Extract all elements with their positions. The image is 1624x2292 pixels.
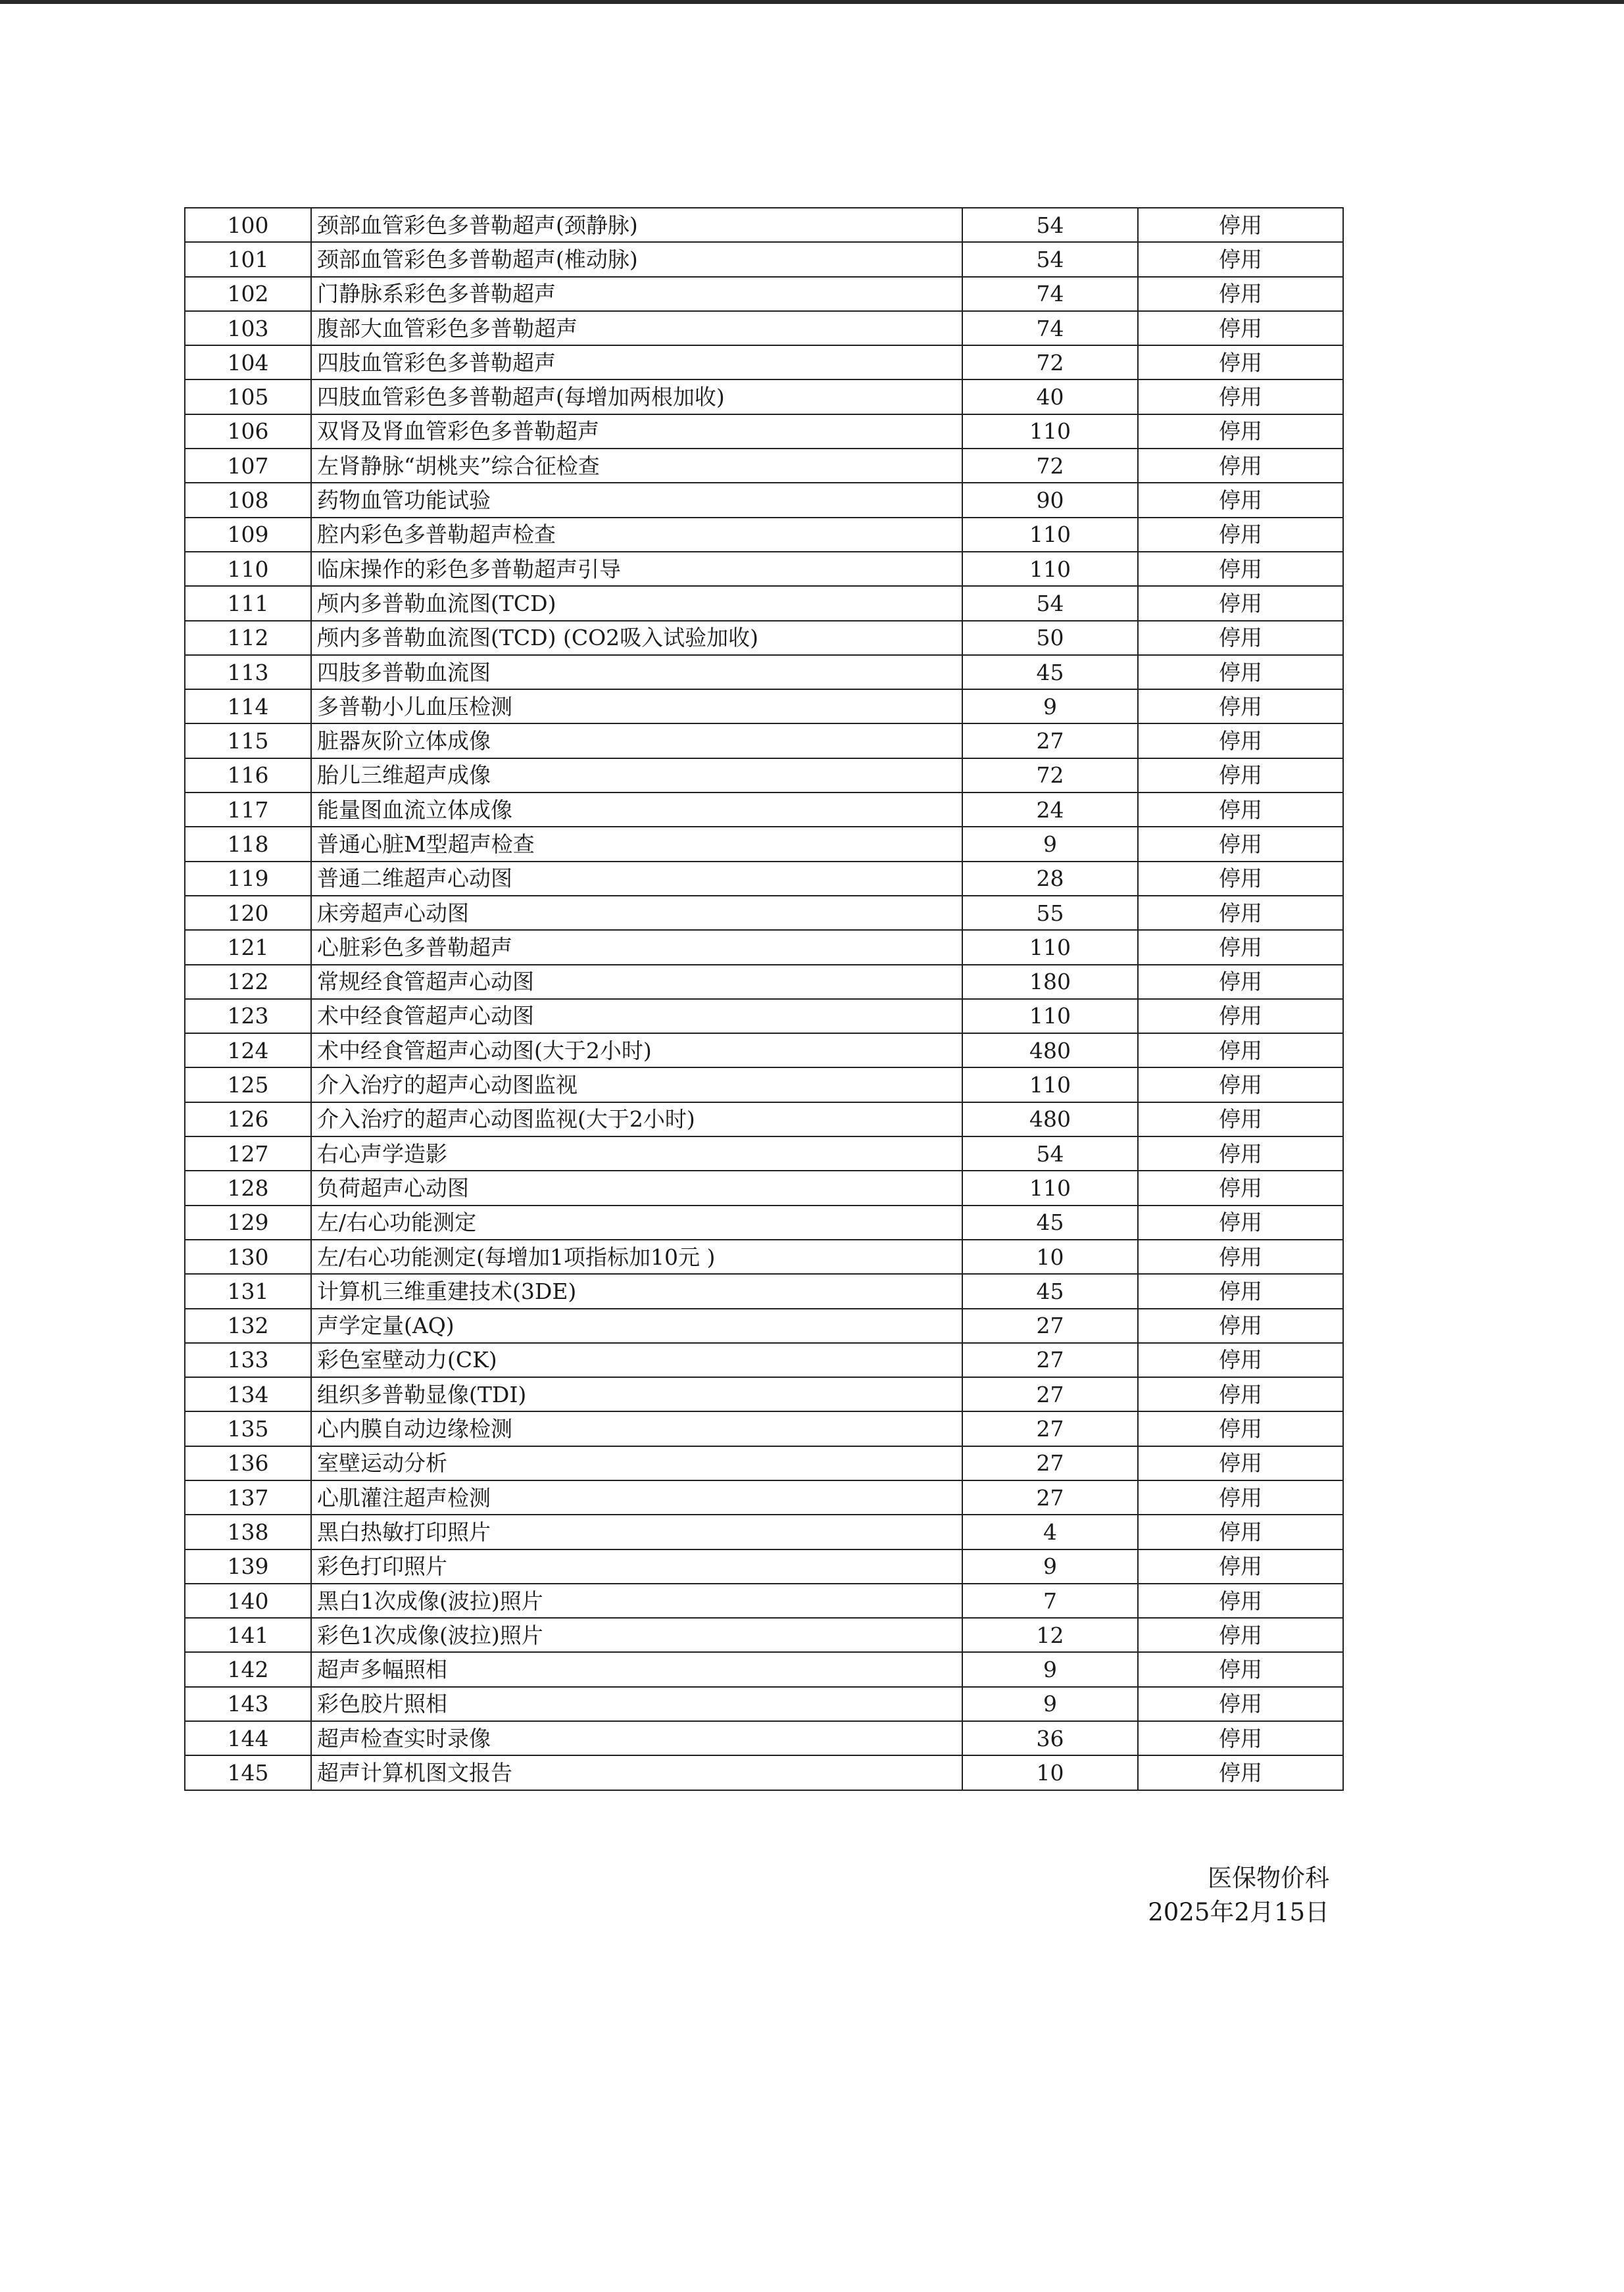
item-name: 临床操作的彩色多普勒超声引导 bbox=[311, 552, 962, 586]
item-name: 脏器灰阶立体成像 bbox=[311, 723, 962, 758]
item-status: 停用 bbox=[1138, 999, 1343, 1033]
item-price: 40 bbox=[962, 379, 1138, 414]
item-price: 9 bbox=[962, 827, 1138, 861]
row-number: 113 bbox=[185, 655, 311, 689]
table-row bbox=[185, 483, 1343, 517]
item-status: 停用 bbox=[1138, 792, 1343, 827]
row-number: 103 bbox=[185, 311, 311, 345]
item-name: 黑白热敏打印照片 bbox=[311, 1515, 962, 1549]
table-row bbox=[185, 1136, 1343, 1171]
item-price: 50 bbox=[962, 621, 1138, 655]
item-name: 介入治疗的超声心动图监视 bbox=[311, 1067, 962, 1102]
table-row bbox=[185, 1721, 1343, 1755]
item-status: 停用 bbox=[1138, 242, 1343, 276]
item-status: 停用 bbox=[1138, 277, 1343, 311]
item-price: 9 bbox=[962, 1652, 1138, 1686]
row-number: 122 bbox=[185, 965, 311, 999]
item-price: 54 bbox=[962, 242, 1138, 276]
item-price: 180 bbox=[962, 965, 1138, 999]
item-price: 55 bbox=[962, 896, 1138, 930]
row-number: 136 bbox=[185, 1446, 311, 1480]
table-row bbox=[185, 758, 1343, 792]
row-number: 128 bbox=[185, 1171, 311, 1205]
table-row bbox=[185, 965, 1343, 999]
row-number: 126 bbox=[185, 1102, 311, 1136]
item-name: 心脏彩色多普勒超声 bbox=[311, 930, 962, 964]
item-price: 27 bbox=[962, 1309, 1138, 1343]
table-row bbox=[185, 208, 1343, 242]
item-price: 110 bbox=[962, 518, 1138, 552]
row-number: 145 bbox=[185, 1755, 311, 1790]
item-price: 27 bbox=[962, 723, 1138, 758]
item-status: 停用 bbox=[1138, 1446, 1343, 1480]
item-price: 7 bbox=[962, 1584, 1138, 1618]
row-number: 111 bbox=[185, 586, 311, 620]
item-price: 9 bbox=[962, 1687, 1138, 1721]
table-row bbox=[185, 1343, 1343, 1377]
item-status: 停用 bbox=[1138, 311, 1343, 345]
table-row bbox=[185, 1206, 1343, 1240]
item-name: 负荷超声心动图 bbox=[311, 1171, 962, 1205]
item-price: 45 bbox=[962, 1206, 1138, 1240]
signature-block bbox=[1148, 1861, 1329, 1930]
item-name: 组织多普勒显像(TDI) bbox=[311, 1377, 962, 1411]
table-row bbox=[185, 518, 1343, 552]
table-row bbox=[185, 552, 1343, 586]
table-row bbox=[185, 1446, 1343, 1480]
row-number: 119 bbox=[185, 862, 311, 896]
table-row bbox=[185, 379, 1343, 414]
table-row bbox=[185, 1652, 1343, 1686]
item-name: 腹部大血管彩色多普勒超声 bbox=[311, 311, 962, 345]
item-price: 54 bbox=[962, 586, 1138, 620]
item-status: 停用 bbox=[1138, 1343, 1343, 1377]
table-row bbox=[185, 1584, 1343, 1618]
item-name: 计算机三维重建技术(3DE) bbox=[311, 1274, 962, 1308]
item-status: 停用 bbox=[1138, 1102, 1343, 1136]
item-price: 27 bbox=[962, 1377, 1138, 1411]
item-name: 彩色1次成像(波拉)照片 bbox=[311, 1618, 962, 1652]
table-row bbox=[185, 1102, 1343, 1136]
row-number: 107 bbox=[185, 449, 311, 483]
table-row bbox=[185, 1067, 1343, 1102]
row-number: 121 bbox=[185, 930, 311, 964]
row-number: 134 bbox=[185, 1377, 311, 1411]
item-price: 110 bbox=[962, 999, 1138, 1033]
table-row bbox=[185, 1618, 1343, 1652]
table-row bbox=[185, 792, 1343, 827]
item-status: 停用 bbox=[1138, 723, 1343, 758]
item-name: 室壁运动分析 bbox=[311, 1446, 962, 1480]
item-price: 10 bbox=[962, 1755, 1138, 1790]
row-number: 125 bbox=[185, 1067, 311, 1102]
item-name: 腔内彩色多普勒超声检查 bbox=[311, 518, 962, 552]
item-price: 27 bbox=[962, 1480, 1138, 1515]
item-price: 72 bbox=[962, 758, 1138, 792]
item-status: 停用 bbox=[1138, 655, 1343, 689]
item-status: 停用 bbox=[1138, 552, 1343, 586]
table-row bbox=[185, 1480, 1343, 1515]
item-price: 24 bbox=[962, 792, 1138, 827]
item-price: 90 bbox=[962, 483, 1138, 517]
item-status: 停用 bbox=[1138, 1652, 1343, 1686]
row-number: 143 bbox=[185, 1687, 311, 1721]
item-price: 36 bbox=[962, 1721, 1138, 1755]
item-status: 停用 bbox=[1138, 896, 1343, 930]
item-status: 停用 bbox=[1138, 965, 1343, 999]
item-name: 药物血管功能试验 bbox=[311, 483, 962, 517]
table-row bbox=[185, 1309, 1343, 1343]
item-status: 停用 bbox=[1138, 930, 1343, 964]
row-number: 124 bbox=[185, 1033, 311, 1067]
item-name: 超声检查实时录像 bbox=[311, 1721, 962, 1755]
table-row bbox=[185, 827, 1343, 861]
item-price: 110 bbox=[962, 414, 1138, 449]
table-row bbox=[185, 1687, 1343, 1721]
item-price: 480 bbox=[962, 1102, 1138, 1136]
table-row bbox=[185, 621, 1343, 655]
table-row bbox=[185, 930, 1343, 964]
item-status: 停用 bbox=[1138, 689, 1343, 723]
item-status: 停用 bbox=[1138, 1033, 1343, 1067]
item-status: 停用 bbox=[1138, 1687, 1343, 1721]
item-name: 床旁超声心动图 bbox=[311, 896, 962, 930]
item-name: 超声多幅照相 bbox=[311, 1652, 962, 1686]
item-name: 门静脉系彩色多普勒超声 bbox=[311, 277, 962, 311]
item-name: 心内膜自动边缘检测 bbox=[311, 1411, 962, 1446]
item-price: 110 bbox=[962, 1171, 1138, 1205]
row-number: 142 bbox=[185, 1652, 311, 1686]
item-status: 停用 bbox=[1138, 483, 1343, 517]
item-name: 左/右心功能测定 bbox=[311, 1206, 962, 1240]
table-row bbox=[185, 999, 1343, 1033]
item-status: 停用 bbox=[1138, 1549, 1343, 1584]
item-name: 常规经食管超声心动图 bbox=[311, 965, 962, 999]
row-number: 116 bbox=[185, 758, 311, 792]
row-number: 123 bbox=[185, 999, 311, 1033]
item-status: 停用 bbox=[1138, 1067, 1343, 1102]
item-status: 停用 bbox=[1138, 1515, 1343, 1549]
item-name: 术中经食管超声心动图(大于2小时) bbox=[311, 1033, 962, 1067]
item-name: 彩色室壁动力(CK) bbox=[311, 1343, 962, 1377]
table-row bbox=[185, 1515, 1343, 1549]
table-row bbox=[185, 862, 1343, 896]
row-number: 144 bbox=[185, 1721, 311, 1755]
price-table bbox=[184, 207, 1344, 1791]
item-price: 10 bbox=[962, 1240, 1138, 1274]
table-row bbox=[185, 1549, 1343, 1584]
scan-top-edge bbox=[0, 0, 1624, 4]
row-number: 127 bbox=[185, 1136, 311, 1171]
item-status: 停用 bbox=[1138, 449, 1343, 483]
item-price: 54 bbox=[962, 208, 1138, 242]
item-status: 停用 bbox=[1138, 621, 1343, 655]
item-name: 黑白1次成像(波拉)照片 bbox=[311, 1584, 962, 1618]
item-price: 110 bbox=[962, 1067, 1138, 1102]
row-number: 120 bbox=[185, 896, 311, 930]
item-name: 术中经食管超声心动图 bbox=[311, 999, 962, 1033]
table-row bbox=[185, 1171, 1343, 1205]
item-status: 停用 bbox=[1138, 345, 1343, 379]
item-status: 停用 bbox=[1138, 1240, 1343, 1274]
item-price: 4 bbox=[962, 1515, 1138, 1549]
row-number: 140 bbox=[185, 1584, 311, 1618]
item-name: 颅内多普勒血流图(TCD) (CO2吸入试验加收) bbox=[311, 621, 962, 655]
row-number: 141 bbox=[185, 1618, 311, 1652]
item-status: 停用 bbox=[1138, 208, 1343, 242]
item-status: 停用 bbox=[1138, 1309, 1343, 1343]
item-price: 45 bbox=[962, 1274, 1138, 1308]
department-name: 医保物价科 bbox=[1208, 1864, 1329, 1892]
item-status: 停用 bbox=[1138, 862, 1343, 896]
row-number: 115 bbox=[185, 723, 311, 758]
row-number: 137 bbox=[185, 1480, 311, 1515]
table-row bbox=[185, 311, 1343, 345]
table-row bbox=[185, 655, 1343, 689]
table-row bbox=[185, 414, 1343, 449]
item-name: 四肢血管彩色多普勒超声 bbox=[311, 345, 962, 379]
row-number: 135 bbox=[185, 1411, 311, 1446]
item-status: 停用 bbox=[1138, 1136, 1343, 1171]
item-status: 停用 bbox=[1138, 1206, 1343, 1240]
table-row bbox=[185, 723, 1343, 758]
row-number: 139 bbox=[185, 1549, 311, 1584]
item-name: 多普勒小儿血压检测 bbox=[311, 689, 962, 723]
item-price: 9 bbox=[962, 689, 1138, 723]
row-number: 132 bbox=[185, 1309, 311, 1343]
item-name: 颅内多普勒血流图(TCD) bbox=[311, 586, 962, 620]
table-row bbox=[185, 586, 1343, 620]
item-name: 右心声学造影 bbox=[311, 1136, 962, 1171]
row-number: 130 bbox=[185, 1240, 311, 1274]
item-status: 停用 bbox=[1138, 1274, 1343, 1308]
item-name: 彩色胶片照相 bbox=[311, 1687, 962, 1721]
item-name: 胎儿三维超声成像 bbox=[311, 758, 962, 792]
row-number: 101 bbox=[185, 242, 311, 276]
row-number: 105 bbox=[185, 379, 311, 414]
item-status: 停用 bbox=[1138, 1411, 1343, 1446]
item-name: 四肢多普勒血流图 bbox=[311, 655, 962, 689]
item-status: 停用 bbox=[1138, 1584, 1343, 1618]
item-name: 左/右心功能测定(每增加1项指标加10元 ) bbox=[311, 1240, 962, 1274]
item-price: 54 bbox=[962, 1136, 1138, 1171]
item-price: 74 bbox=[962, 277, 1138, 311]
item-name: 四肢血管彩色多普勒超声(每增加两根加收) bbox=[311, 379, 962, 414]
item-name: 普通二维超声心动图 bbox=[311, 862, 962, 896]
table-row bbox=[185, 896, 1343, 930]
item-name: 心肌灌注超声检测 bbox=[311, 1480, 962, 1515]
row-number: 114 bbox=[185, 689, 311, 723]
item-price: 27 bbox=[962, 1343, 1138, 1377]
item-status: 停用 bbox=[1138, 518, 1343, 552]
item-status: 停用 bbox=[1138, 1618, 1343, 1652]
table-row bbox=[185, 1755, 1343, 1790]
item-name: 介入治疗的超声心动图监视(大于2小时) bbox=[311, 1102, 962, 1136]
item-price: 12 bbox=[962, 1618, 1138, 1652]
item-status: 停用 bbox=[1138, 1755, 1343, 1790]
item-name: 能量图血流立体成像 bbox=[311, 792, 962, 827]
table-row bbox=[185, 1411, 1343, 1446]
table-row bbox=[185, 345, 1343, 379]
row-number: 108 bbox=[185, 483, 311, 517]
item-name: 颈部血管彩色多普勒超声(颈静脉) bbox=[311, 208, 962, 242]
item-name: 颈部血管彩色多普勒超声(椎动脉) bbox=[311, 242, 962, 276]
item-name: 左肾静脉“胡桃夹”综合征检查 bbox=[311, 449, 962, 483]
table-row bbox=[185, 689, 1343, 723]
row-number: 131 bbox=[185, 1274, 311, 1308]
item-name: 声学定量(AQ) bbox=[311, 1309, 962, 1343]
item-name: 超声计算机图文报告 bbox=[311, 1755, 962, 1790]
item-status: 停用 bbox=[1138, 1721, 1343, 1755]
table-row bbox=[185, 1240, 1343, 1274]
item-status: 停用 bbox=[1138, 1377, 1343, 1411]
row-number: 129 bbox=[185, 1206, 311, 1240]
item-price: 27 bbox=[962, 1411, 1138, 1446]
table-row bbox=[185, 242, 1343, 276]
table-row bbox=[185, 1274, 1343, 1308]
item-status: 停用 bbox=[1138, 586, 1343, 620]
item-price: 27 bbox=[962, 1446, 1138, 1480]
item-status: 停用 bbox=[1138, 1480, 1343, 1515]
row-number: 100 bbox=[185, 208, 311, 242]
row-number: 112 bbox=[185, 621, 311, 655]
item-name: 普通心脏M型超声检查 bbox=[311, 827, 962, 861]
item-status: 停用 bbox=[1138, 414, 1343, 449]
row-number: 104 bbox=[185, 345, 311, 379]
item-price: 45 bbox=[962, 655, 1138, 689]
item-price: 110 bbox=[962, 930, 1138, 964]
row-number: 138 bbox=[185, 1515, 311, 1549]
row-number: 117 bbox=[185, 792, 311, 827]
item-status: 停用 bbox=[1138, 827, 1343, 861]
item-price: 72 bbox=[962, 449, 1138, 483]
item-price: 9 bbox=[962, 1549, 1138, 1584]
table-row bbox=[185, 1033, 1343, 1067]
row-number: 102 bbox=[185, 277, 311, 311]
item-price: 72 bbox=[962, 345, 1138, 379]
item-price: 74 bbox=[962, 311, 1138, 345]
item-price: 110 bbox=[962, 552, 1138, 586]
row-number: 133 bbox=[185, 1343, 311, 1377]
item-status: 停用 bbox=[1138, 379, 1343, 414]
item-name: 双肾及肾血管彩色多普勒超声 bbox=[311, 414, 962, 449]
table-row bbox=[185, 1377, 1343, 1411]
table-row bbox=[185, 277, 1343, 311]
row-number: 118 bbox=[185, 827, 311, 861]
row-number: 106 bbox=[185, 414, 311, 449]
table-row bbox=[185, 449, 1343, 483]
item-status: 停用 bbox=[1138, 1171, 1343, 1205]
item-price: 480 bbox=[962, 1033, 1138, 1067]
item-name: 彩色打印照片 bbox=[311, 1549, 962, 1584]
price-table-body bbox=[185, 208, 1343, 1790]
row-number: 110 bbox=[185, 552, 311, 586]
issue-date: 2025年2月15日 bbox=[1148, 1898, 1329, 1926]
item-price: 28 bbox=[962, 862, 1138, 896]
row-number: 109 bbox=[185, 518, 311, 552]
item-status: 停用 bbox=[1138, 758, 1343, 792]
